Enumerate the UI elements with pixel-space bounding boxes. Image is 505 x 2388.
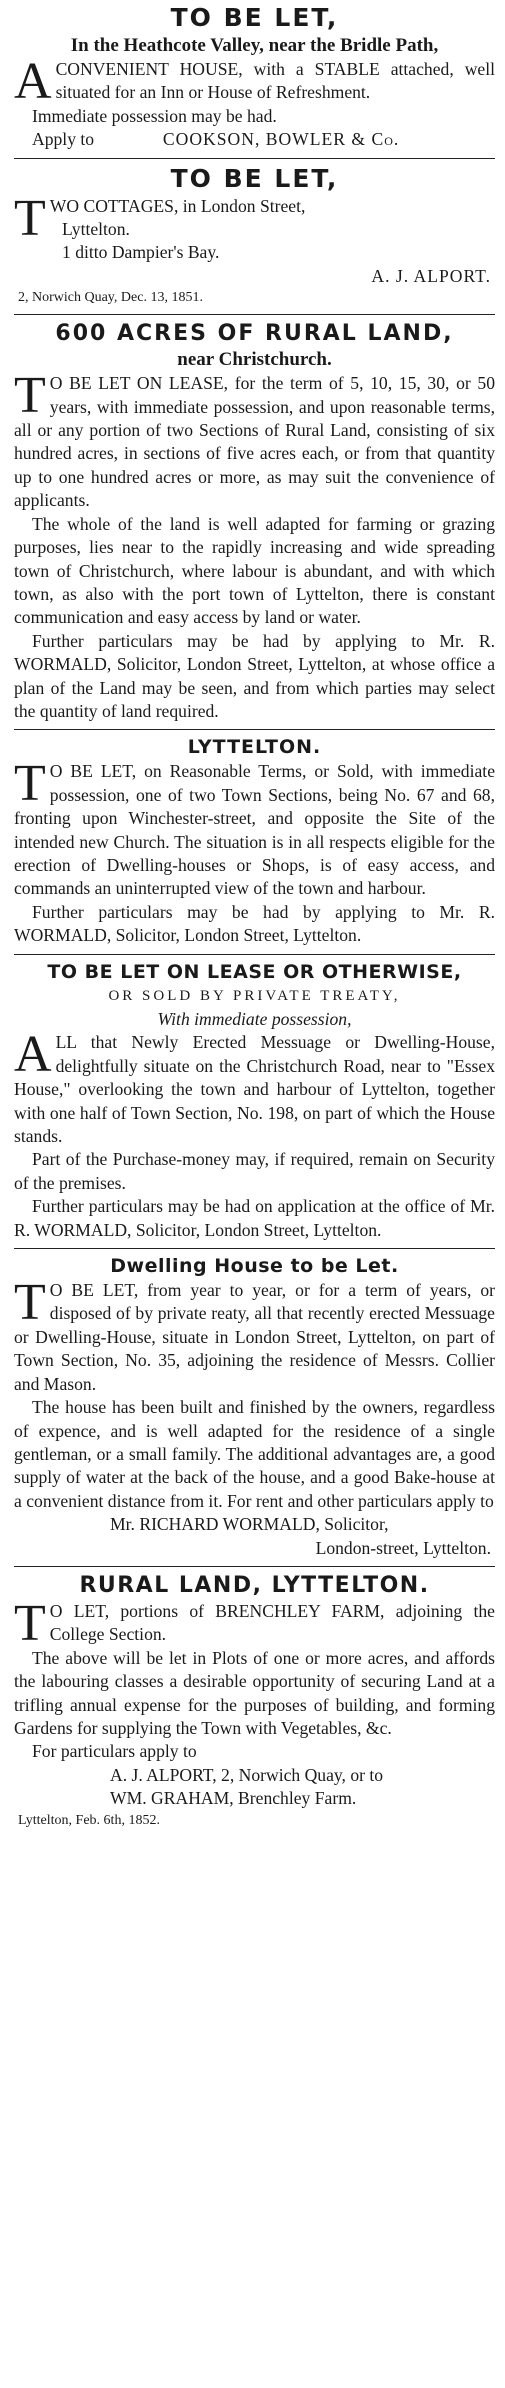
advert-paragraph: Further particulars may be had on application at the office of Mr. R. WORMALD, Solicitor, London Street, Lyttelton. <box>14 1196 495 1240</box>
drop-cap: T <box>14 189 46 247</box>
advert-paragraph: Part of the Purchase-money may, if required, remain on Security of the premises. <box>14 1149 495 1193</box>
advert-brenchley-farm <box>14 1571 495 1831</box>
drop-cap: T <box>14 367 46 425</box>
advert-dateline: Lyttelton, Feb. 6th, 1852. <box>18 1812 160 1828</box>
apply-to: COOKSON, BOWLER & Co. <box>162 129 400 150</box>
advert-paragraph: For particulars apply to <box>32 1741 197 1762</box>
divider <box>14 729 495 730</box>
advert-paragraph: Immediate possession may be had. <box>32 105 277 126</box>
divider <box>14 1566 495 1567</box>
divider <box>14 1248 495 1249</box>
advert-body-text: O LET, portions of BRENCHLEY FARM, adjoining the College Section. <box>49 1600 495 1645</box>
advert-heading: TO BE LET ON LEASE OR OTHERWISE, <box>47 960 462 983</box>
advert-subheading: In the Heathcote Valley, near the Bridle Path, <box>70 35 439 56</box>
advert-subheading: near Christchurch. <box>177 349 332 371</box>
advert-body-text: LL that Newly Erected Messuage or Dwelling-House, delightfully situate on the Christchurch Road, near to "Essex House," overlooking the town and harbour of Lyttelton, together with one half of Town Section, No. 198, on part of which the House stands. <box>14 1032 495 1147</box>
advert-rural-land-600 <box>14 319 495 723</box>
drop-cap: A <box>14 53 52 110</box>
advert-paragraph: Further particulars may be had by applying to Mr. R. WORMALD, Solicitor, London Street, Lyttelton. <box>14 901 495 946</box>
advert-body <box>14 53 495 110</box>
divider <box>14 314 495 315</box>
advert-heading: RURAL LAND, LYTTELTON. <box>79 1572 430 1598</box>
advert-body <box>14 367 495 512</box>
advert-paragraph: Further particulars may be had by applying to Mr. R. WORMALD, Solicitor, London Street, Lyttelton, at whose office a plan of the Land may be seen, and from which parties may select the quantity of land required. <box>14 630 495 721</box>
advert-two-cottages <box>14 163 495 309</box>
advert-line: Lyttelton. <box>62 219 130 240</box>
advert-lyttelton-sections <box>14 734 495 947</box>
advert-heading: LYTTELTON. <box>187 736 322 759</box>
advert-paragraph: The house has been built and finished by the owners, regardless of expence, and is well adapted for the residence of a single gentleman, or a small family. The additional advantages are, a good supply of water at the back of the house, and a good Bake-house at a convenient distance from it. For rent and other particulars apply to <box>14 1397 495 1511</box>
advert-paragraph: The above will be let in Plots of one or more acres, and affords the labouring classes a desirable opportunity of securing Land at a trifling annual expense for the purposes of building, and forming Gardens for supplying the Town with Vegetables, &c. <box>14 1647 495 1738</box>
advert-body-text: O BE LET ON LEASE, for the term of 5, 10, 15, 30, or 50 years, with immediate possession, and upon reasonable terms, all or any portion of two Sections of Rural Land, consisting of six hundred acres, in sections of five acres each, or from that quantity up to one hundred acres or more, as may suit the convenience of applicants. <box>14 373 495 511</box>
advert-apply-line <box>14 128 495 151</box>
advert-subheading-italic: With immediate possession, <box>157 1009 352 1029</box>
advert-signature: A. J. ALPORT. <box>371 265 491 286</box>
drop-cap: T <box>14 1274 46 1332</box>
advert-dwelling-house <box>14 1253 495 1560</box>
advert-paragraph: The whole of the land is well adapted for farming or grazing purposes, lies near to the rapidly increasing and wide spreading town of Christchurch, where labour is abundant, and with which town, as also with the port town of Lyttelton, there is constant communication and easy access by land or water. <box>14 513 495 628</box>
divider <box>14 158 495 159</box>
advert-heading: TO BE LET, <box>170 3 339 32</box>
advert-subheading: OR SOLD BY PRIVATE TREATY, <box>108 987 401 1004</box>
advert-body-text: O BE LET, from year to year, or for a term of years, or disposed of by private reaty, all that recently erected Messuage or Dwelling-House, situate in London Street, Lyttelton, on part of Town Section, No. 35, adjoining the residence of Messrs. Collier and Mason. <box>14 1280 495 1394</box>
advert-heading: 600 ACRES OF RURAL LAND, <box>55 321 454 347</box>
advert-body-text: O BE LET, on Reasonable Terms, or Sold, with immediate possession, one of two Town Sections, being No. 67 and 68, fronting upon Winchester-street, and opposite the Site of the intended new Church. The situation is in all respects eligible for the erection of Dwelling-houses or Shops, is of easy access, and commands an uninterrupted view of the town and harbour. <box>14 761 495 899</box>
advert-signature: London-street, Lyttelton. <box>315 1537 491 1558</box>
advert-line: 1 ditto Dampier's Bay. <box>62 242 220 263</box>
advert-signature: Mr. RICHARD WORMALD, Solicitor, <box>110 1514 389 1535</box>
advert-body-text: CONVENIENT HOUSE, with a STABLE attached, well situated for an Inn or House of Refreshment. <box>55 59 495 103</box>
advert-heathcote-house <box>14 0 495 152</box>
drop-cap: T <box>14 755 46 813</box>
advert-body <box>14 755 495 900</box>
drop-cap: T <box>14 1594 46 1652</box>
advert-body-text: WO COTTAGES, in London Street, <box>49 195 306 216</box>
advert-dateline: 2, Norwich Quay, Dec. 13, 1851. <box>18 290 203 306</box>
divider <box>14 954 495 955</box>
advert-body <box>14 1594 495 1652</box>
apply-prefix: Apply to <box>32 129 95 150</box>
advert-body <box>14 1026 495 1148</box>
advert-body <box>14 1274 495 1396</box>
advert-heading: Dwelling House to be Let. <box>110 1255 399 1278</box>
advert-heading: TO BE LET, <box>170 163 339 193</box>
advert-signature: A. J. ALPORT, 2, Norwich Quay, or to <box>110 1764 384 1785</box>
drop-cap: A <box>14 1026 52 1084</box>
advert-signature: WM. GRAHAM, Brenchley Farm. <box>110 1788 357 1809</box>
advert-lease-or-otherwise <box>14 959 495 1242</box>
